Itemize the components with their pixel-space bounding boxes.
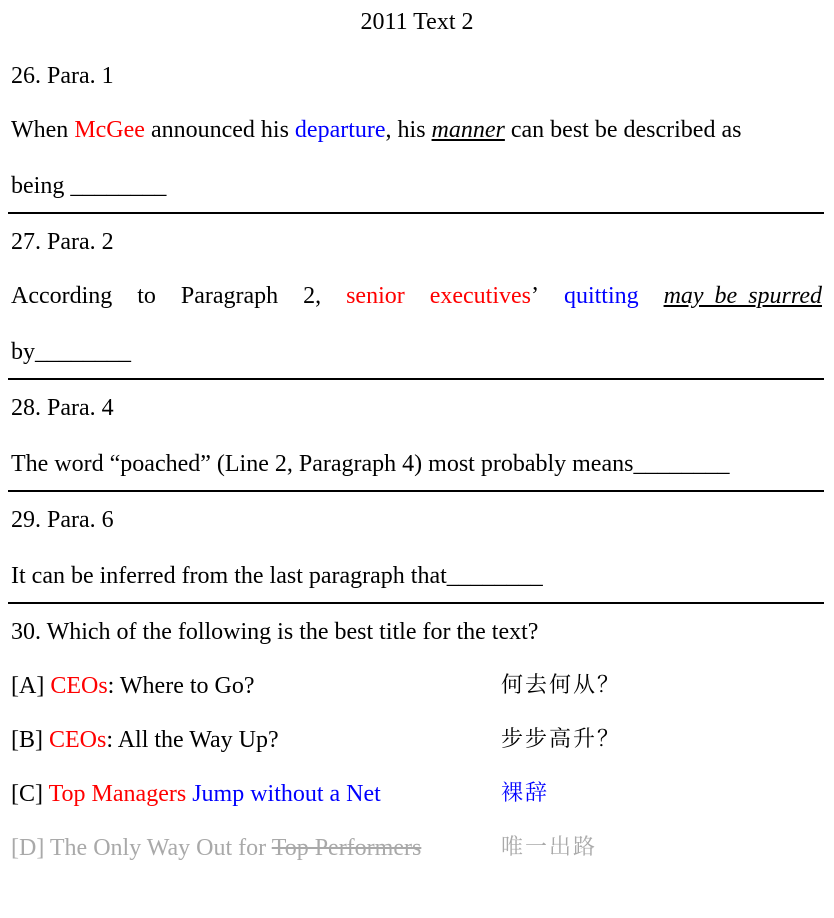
stem-text: announced his xyxy=(144,117,295,143)
stem-text: , his xyxy=(385,117,432,143)
stem-word: ’ xyxy=(530,283,539,309)
keyword-quitting: quitting xyxy=(563,283,639,309)
keyword-ceos: CEOs xyxy=(49,727,107,753)
keyword-may-be-spurred: may be spurred xyxy=(663,283,822,309)
divider xyxy=(8,378,824,380)
keyword-senior: senior xyxy=(346,283,405,309)
option-label: [C] xyxy=(11,781,49,807)
question-27-stem xyxy=(11,280,822,312)
option-b xyxy=(11,724,279,756)
stem-text: When xyxy=(11,117,75,143)
page-title: 2011 Text 2 xyxy=(360,9,474,35)
question-26-header: 26. Para. 1 xyxy=(11,63,114,89)
stem-text: can best be described as xyxy=(504,117,742,143)
keyword-ceos: CEOs xyxy=(50,673,108,699)
divider xyxy=(8,602,824,604)
keyword-executives: executives xyxy=(429,283,531,309)
keyword-manner: manner xyxy=(431,117,505,143)
keyword-jump-without-a-net: Jump without a Net xyxy=(186,781,381,807)
stem-word: According xyxy=(11,283,113,309)
stem-word: Paragraph xyxy=(180,283,279,309)
struck-text-top-performers: Top Performers xyxy=(271,835,422,861)
option-d xyxy=(11,832,421,864)
keyword-departure: departure xyxy=(294,117,386,143)
option-c-translation: 裸辞 xyxy=(501,781,550,806)
keyword-top-managers: Top Managers xyxy=(48,781,187,807)
option-text: [D] The Only Way Out for xyxy=(11,835,272,861)
question-29-header: 29. Para. 6 xyxy=(11,507,114,533)
question-30-header: 30. Which of the following is the best title for the text? xyxy=(11,619,539,645)
option-a-translation: 何去何从？ xyxy=(501,673,622,698)
option-d-translation: 唯一出路 xyxy=(501,835,598,860)
divider xyxy=(8,212,824,214)
stem-word: to xyxy=(137,283,156,309)
option-text: : All the Way Up? xyxy=(106,727,279,753)
question-26-stem-end: being ________ xyxy=(11,173,167,199)
question-28-stem: The word “poached” (Line 2, Paragraph 4) most probably means________ xyxy=(11,451,730,477)
question-27-stem-end: by________ xyxy=(11,339,131,365)
question-27-header: 27. Para. 2 xyxy=(11,229,114,255)
stem-word: 2, xyxy=(303,283,322,309)
keyword-mcgee: McGee xyxy=(74,117,145,143)
option-b-translation: 步步高升？ xyxy=(501,727,622,752)
option-c xyxy=(11,778,381,810)
option-a xyxy=(11,670,255,702)
option-label: [B] xyxy=(11,727,49,753)
question-29-stem: It can be inferred from the last paragraph that________ xyxy=(11,563,543,589)
divider xyxy=(8,490,824,492)
question-28-header: 28. Para. 4 xyxy=(11,395,114,421)
option-label: [A] xyxy=(11,673,51,699)
option-text: : Where to Go? xyxy=(107,673,255,699)
question-26-stem xyxy=(11,114,741,146)
